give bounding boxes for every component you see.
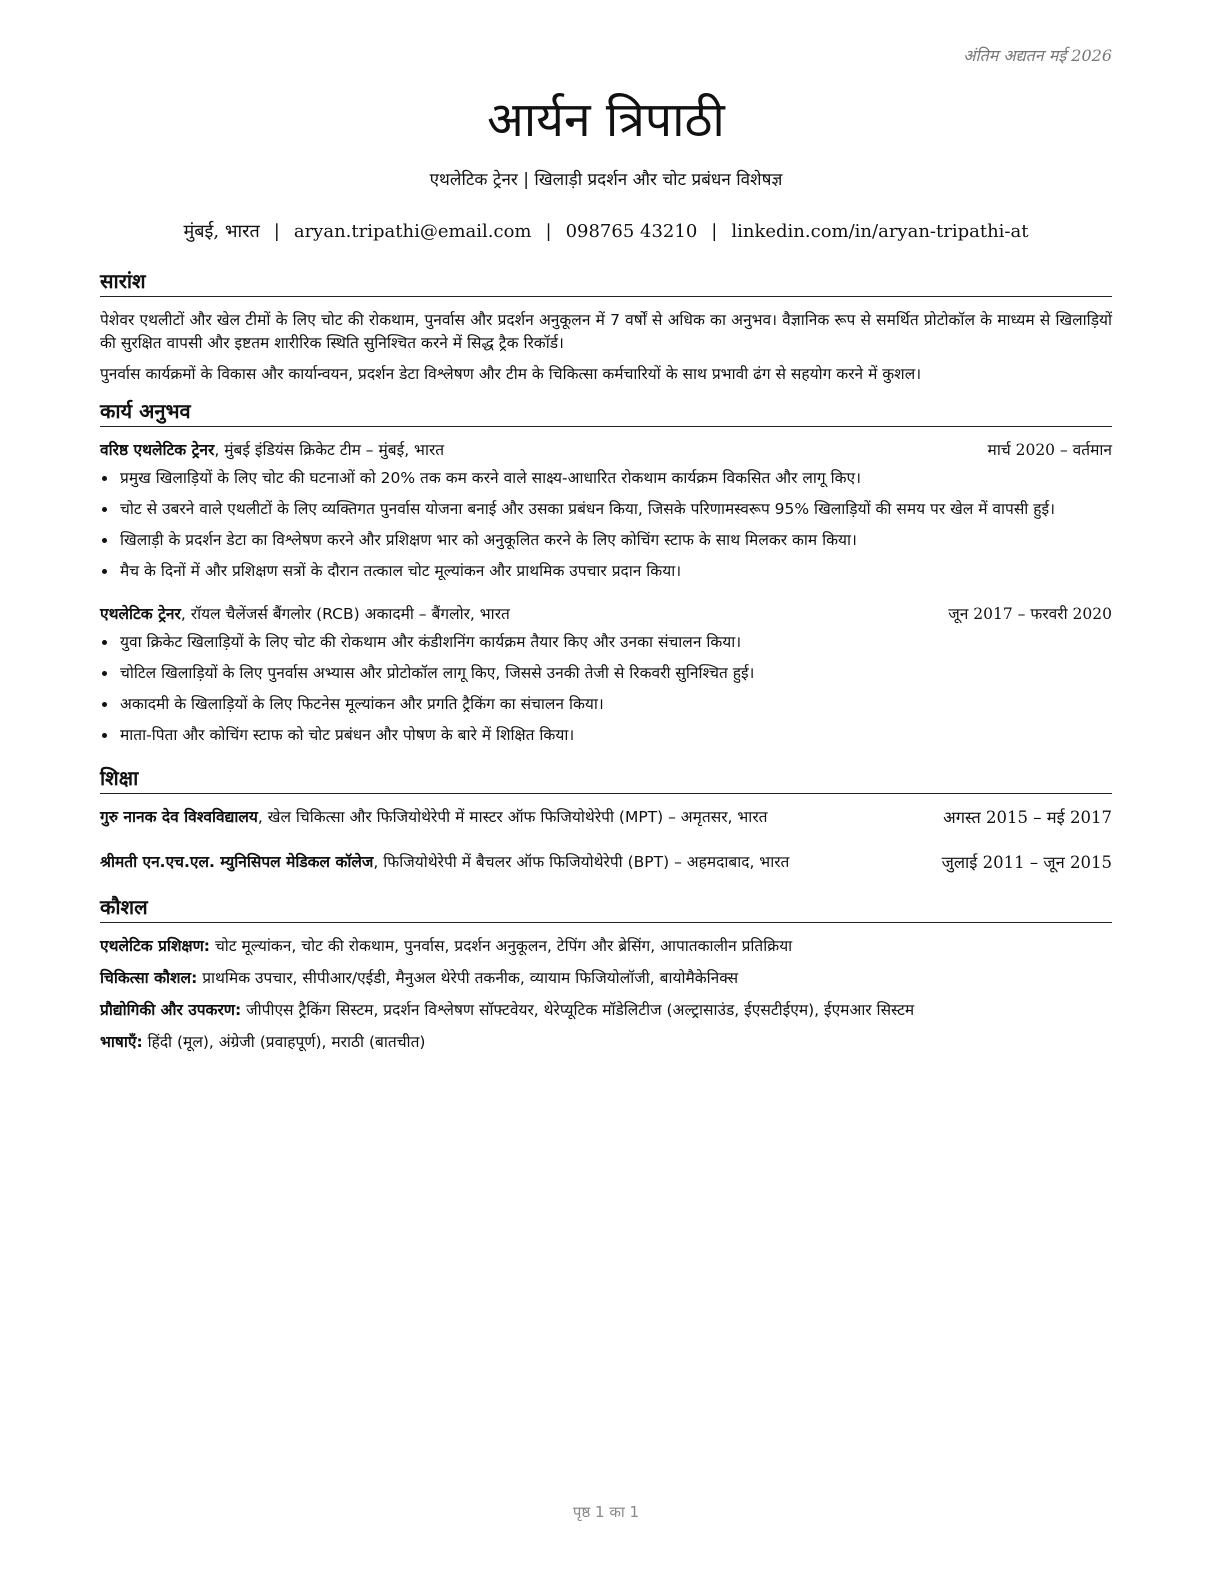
- contact-linkedin[interactable]: linkedin.com/in/aryan-tripathi-at: [731, 221, 1029, 242]
- resume-content: [100, 270, 1112, 1068]
- job-role: एथलेटिक ट्रेनर: [100, 605, 181, 623]
- skill-row: [100, 999, 1112, 1022]
- summary-paragraph: पुनर्वास कार्यक्रमों के विकास और कार्यान्वयन, प्रदर्शन डेटा विश्लेषण और टीम के चिकित्सा कर्मचारियों के साथ प्रभावी ढंग से सहयोग करने में कुशल।: [100, 365, 922, 383]
- job-title-line: [100, 439, 444, 462]
- job-bullets: [100, 631, 1112, 747]
- candidate-name: आर्यन त्रिपाठी: [487, 92, 725, 148]
- job-bullet: • मैच के दिनों में और प्रशिक्षण सत्रों के दौरान तत्काल चोट मूल्यांकन और प्राथमिक उपचार प्रदान किया।: [118, 560, 1112, 583]
- job-bullet: • माता-पिता और कोचिंग स्टाफ को चोट प्रबंधन और पोषण के बारे में शिक्षित किया।: [118, 724, 1112, 747]
- skill-label: चिकित्सा कौशल:: [100, 969, 198, 987]
- last-updated: अंतिम अद्यतन मई 2026: [963, 46, 1112, 65]
- section-title-experience: कार्य अनुभव: [100, 400, 1112, 427]
- section-title-skills: कौशल: [100, 896, 1112, 923]
- job-bullet: • युवा क्रिकेट खिलाड़ियों के लिए चोट की रोकथाम और कंडीशनिंग कार्यक्रम तैयार किए और उनका संचालन किया।: [118, 631, 1112, 654]
- job-bullets: [100, 467, 1112, 583]
- contact-email[interactable]: aryan.tripathi@email.com: [293, 221, 532, 242]
- skill-label: एथलेटिक प्रशिक्षण:: [100, 937, 211, 955]
- contact-separator: |: [711, 221, 718, 242]
- skill-label: प्रौद्योगिकी और उपकरण:: [100, 1001, 242, 1019]
- education-section: [100, 767, 1112, 874]
- contact-separator: |: [273, 221, 280, 242]
- education-school: गुरु नानक देव विश्वविद्यालय: [100, 808, 258, 826]
- education-dates: अगस्त 2015 – मई 2017: [943, 808, 1112, 827]
- job-bullet: • अकादमी के खिलाड़ियों के लिए फिटनेस मूल्यांकन और प्रगति ट्रैकिंग का संचालन किया।: [118, 693, 1112, 716]
- education-dates: जुलाई 2011 – जून 2015: [941, 853, 1112, 872]
- resume-page: [100, 0, 1112, 1584]
- education-school: श्रीमती एन.एच.एल. म्युनिसिपल मेडिकल कॉलेज: [100, 853, 374, 871]
- skill-label: भाषाएँ:: [100, 1033, 143, 1051]
- skill-row: [100, 967, 1112, 990]
- job-entry: [100, 603, 1112, 747]
- contact-line: [100, 219, 1112, 243]
- section-title-education: शिक्षा: [100, 767, 1112, 794]
- job-role: वरिष्ठ एथलेटिक ट्रेनर: [100, 441, 215, 459]
- job-header: [100, 439, 1112, 462]
- job-bullet: • खिलाड़ी के प्रदर्शन डेटा का विश्लेषण करने और प्रशिक्षण भार को अनुकूलित करने के लिए कोचिंग स्टाफ के साथ मिलकर काम किया।: [118, 529, 1112, 552]
- experience-section: [100, 400, 1112, 747]
- headline: एथलेटिक ट्रेनर | खिलाड़ी प्रदर्शन और चोट प्रबंधन विशेषज्ञ: [429, 170, 783, 190]
- job-dates: जून 2017 – फरवरी 2020: [948, 605, 1112, 623]
- skill-value: चोट मूल्यांकन, चोट की रोकथाम, पुनर्वास, प्रदर्शन अनुकूलन, टेपिंग और ब्रेसिंग, आपातकालीन प्रतिक्रिया: [210, 937, 793, 955]
- job-entry: [100, 439, 1112, 583]
- job-dates: मार्च 2020 – वर्तमान: [987, 441, 1112, 459]
- education-entry: [100, 851, 1112, 874]
- education-text: [100, 806, 890, 829]
- skill-value: प्राथमिक उपचार, सीपीआर/एईडी, मैनुअल थेरेपी तकनीक, व्यायाम फिजियोलॉजी, बायोमैकेनिक्स: [197, 969, 739, 987]
- skill-row: [100, 1031, 1112, 1054]
- skill-value: जीपीएस ट्रैकिंग सिस्टम, प्रदर्शन विश्लेषण सॉफ्टवेयर, थेरेप्यूटिक मॉडेलिटीज (अल्ट्रासाउंड, ईएसटीईएम), ईएमआर सिस्टम: [241, 1001, 915, 1019]
- job-org: , मुंबई इंडियंस क्रिकेट टीम – मुंबई, भारत: [214, 441, 445, 459]
- skill-value: हिंदी (मूल), अंग्रेजी (प्रवाहपूर्ण), मराठी (बातचीत): [142, 1033, 426, 1051]
- contact-separator: |: [545, 221, 552, 242]
- job-header: [100, 603, 1112, 626]
- job-bullet: • प्रमुख खिलाड़ियों के लिए चोट की घटनाओं को 20% तक कम करने वाले साक्ष्य-आधारित रोकथाम कार्यक्रम विकसित और लागू किए।: [118, 467, 1112, 490]
- skill-row: [100, 935, 1112, 958]
- education-detail: , खेल चिकित्सा और फिजियोथेरेपी में मास्टर ऑफ फिजियोथेरेपी (MPT) – अमृतसर, भारत: [257, 808, 768, 826]
- section-title-summary: सारांश: [100, 270, 1112, 297]
- education-entry: [100, 806, 1112, 829]
- education-detail: , फिजियोथेरेपी में बैचलर ऑफ फिजियोथेरेपी (BPT) – अहमदाबाद, भारत: [373, 853, 790, 871]
- summary-section: [100, 270, 1112, 386]
- job-org: , रॉयल चैलेंजर्स बैंगलोर (RCB) अकादमी – बैंगलोर, भारत: [180, 605, 510, 623]
- contact-location: मुंबई, भारत: [183, 221, 260, 242]
- education-text: [100, 851, 890, 874]
- job-title-line: [100, 603, 510, 626]
- job-bullet: • चोट से उबरने वाले एथलीटों के लिए व्यक्तिगत पुनर्वास योजना बनाई और उसका प्रबंधन किया, जिसके परिणामस्वरूप 95% खिलाड़ियों की समय पर खेल में वापसी हुई।: [118, 498, 1112, 521]
- skills-section: [100, 896, 1112, 1054]
- page-number: पृष्ठ 1 का 1: [572, 1503, 640, 1521]
- contact-phone[interactable]: 098765 43210: [565, 221, 698, 242]
- job-bullet: • चोटिल खिलाड़ियों के लिए पुनर्वास अभ्यास और प्रोटोकॉल लागू किए, जिससे उनकी तेजी से रिकवरी सुनिश्चित हुई।: [118, 662, 1112, 685]
- summary-paragraph: पेशेवर एथलीटों और खेल टीमों के लिए चोट की रोकथाम, पुनर्वास और प्रदर्शन अनुकूलन में 7 वर्षों से अधिक का अनुभव। वैज्ञानिक रूप से समर्थित प्रोटोकॉल के माध्यम से खिलाड़ियों की सुरक्षित वापसी और इष्टतम शारीरिक स्थिति सुनिश्चित करने में सिद्ध ट्रैक रिकॉर्ड।: [100, 311, 1112, 352]
